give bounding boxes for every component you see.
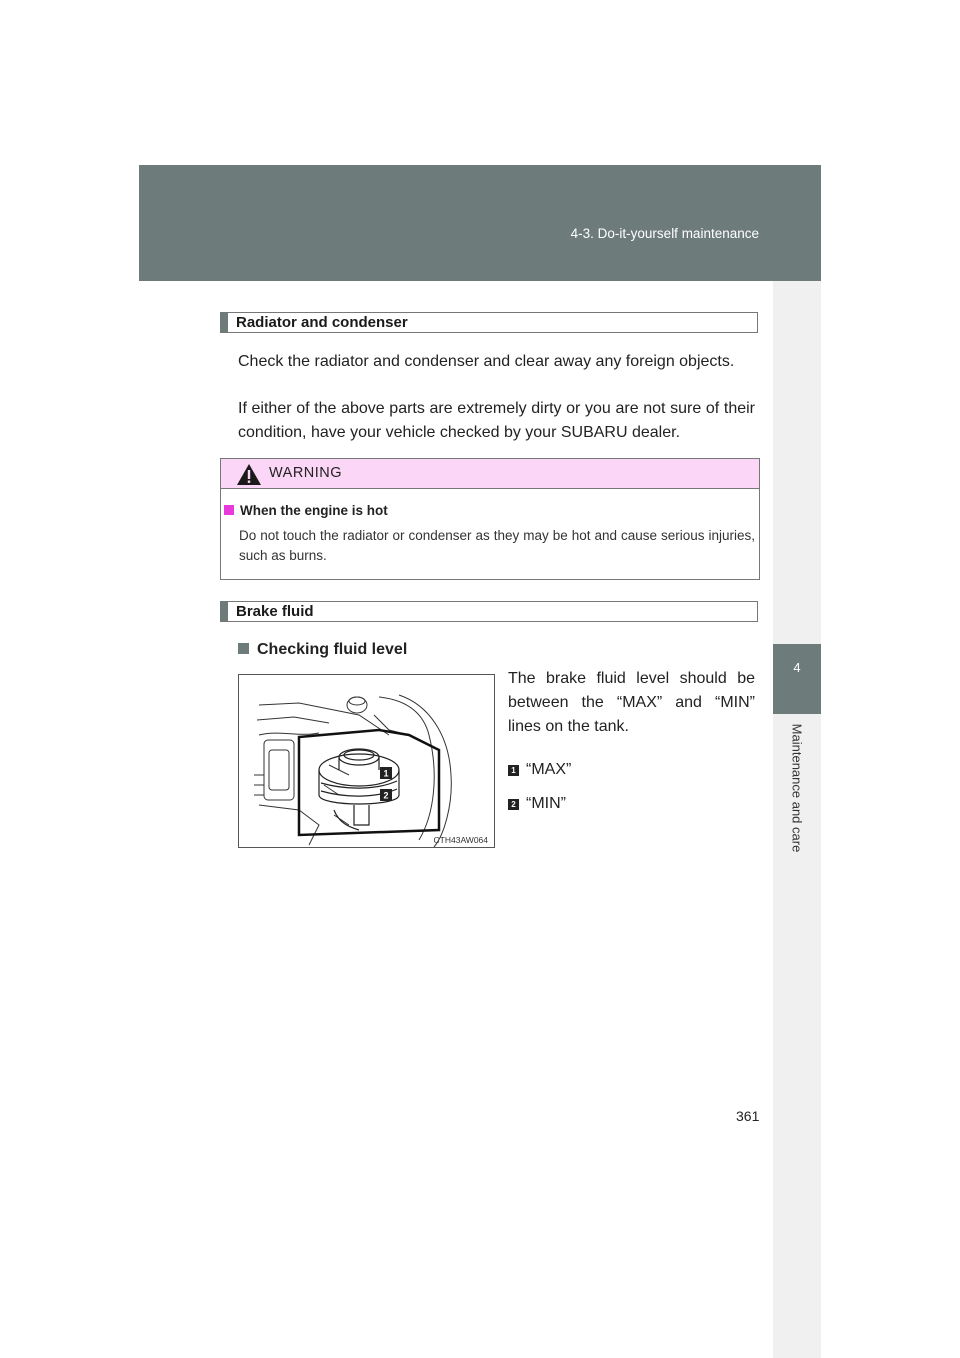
illustration-code: CTH43AW064: [433, 835, 488, 845]
item-max-label: “MAX”: [526, 761, 572, 778]
svg-text:1: 1: [383, 768, 389, 779]
engine-bay-drawing: [239, 675, 495, 848]
chapter-label: Maintenance and care: [789, 723, 805, 853]
chapter-tab: [773, 644, 821, 714]
brake-subheading: [238, 641, 407, 659]
item-number-badge: 1: [508, 765, 519, 776]
warning-bullet-icon: [224, 505, 234, 515]
radiator-paragraph-2: If either of the above parts are extremely dirty or you are not sure of their condition, have your vehicle checked by your SUBARU dealer.: [238, 400, 755, 441]
brake-description: The brake fluid level should be between the “MAX” and “MIN” lines on the tank.: [508, 670, 755, 735]
item-min: [508, 795, 566, 813]
item-max: [508, 761, 571, 779]
warning-box: [220, 458, 760, 580]
brake-subheading-text: Checking fluid level: [257, 641, 408, 658]
warning-label: WARNING: [269, 465, 343, 481]
warning-icon: [236, 463, 262, 486]
brake-fluid-illustration: [238, 674, 495, 848]
chapter-number: 4: [793, 660, 801, 675]
section-title: 4-3. Do-it-yourself maintenance: [570, 226, 759, 241]
warning-title-text: When the engine is hot: [240, 503, 388, 518]
warning-text: Do not touch the radiator or condenser as they may be hot and cause serious injuries, such as burns.: [239, 528, 755, 563]
radiator-heading: Radiator and condenser: [220, 312, 758, 333]
page-number: 361: [736, 1108, 760, 1124]
item-min-label: “MIN”: [526, 795, 566, 812]
header-band: [139, 165, 821, 281]
warning-header: [221, 459, 759, 489]
radiator-paragraph-1: Check the radiator and condenser and clear away any foreign objects.: [238, 353, 735, 370]
brake-heading: Brake fluid: [220, 601, 758, 622]
warning-title: [224, 503, 388, 518]
svg-text:2: 2: [383, 790, 389, 801]
subheading-bullet-icon: [238, 643, 249, 654]
item-number-badge: 2: [508, 799, 519, 810]
